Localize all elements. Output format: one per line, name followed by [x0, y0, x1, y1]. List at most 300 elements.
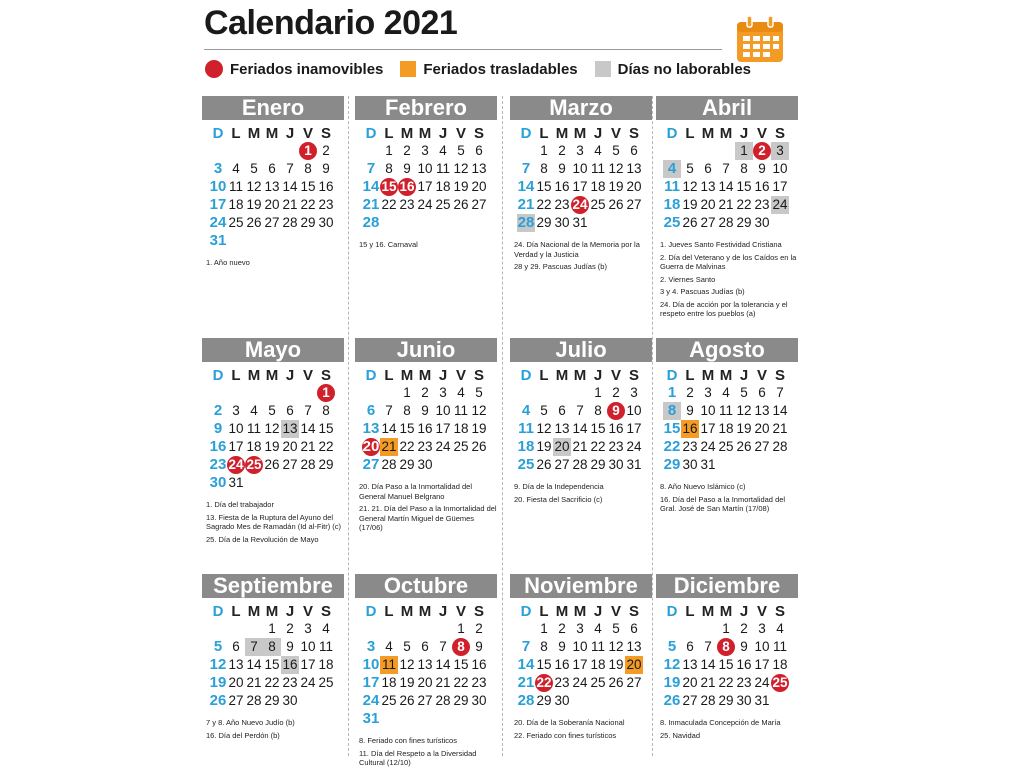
day-cell: 22	[318, 439, 334, 454]
day-cell: 9	[286, 639, 294, 654]
day-cell: 7	[385, 403, 393, 418]
day-cell: 7	[245, 638, 263, 656]
day-cell: 13	[282, 421, 298, 436]
day-cell: 20	[282, 439, 298, 454]
day-cell: 21	[772, 421, 788, 436]
day-cell: 29	[318, 457, 334, 472]
empty-cell	[245, 142, 263, 160]
weekday-header: L	[539, 125, 549, 142]
day-cell: 12	[736, 403, 752, 418]
day-cell: 10	[772, 161, 788, 176]
day-cell: 16	[554, 657, 570, 672]
day-cell: 3	[304, 621, 312, 636]
day-cell: 22	[453, 675, 469, 690]
day-cell: 26	[399, 693, 415, 708]
weekday-header: S	[320, 367, 331, 384]
day-cell: 11	[318, 639, 333, 654]
weekday-header: S	[473, 603, 484, 620]
day-cell: 27	[471, 197, 487, 212]
weekday-header: J	[285, 603, 295, 620]
holiday-note: 24. Día Nacional de la Memoria por la Verdad y la Justicia	[514, 240, 640, 259]
day-cell: 8	[322, 403, 330, 418]
weekday-header: V	[302, 125, 313, 142]
day-cell: 14	[246, 657, 262, 672]
legend-label: Feriados trasladables	[423, 60, 578, 78]
holiday-note: 25. Día de la Revolución de Mayo	[206, 534, 319, 544]
weekday-header: D	[520, 125, 532, 142]
day-cell: 9	[558, 639, 566, 654]
empty-cell	[663, 142, 681, 160]
day-cell: 3	[439, 385, 447, 400]
weekday-header: M	[400, 367, 414, 384]
month-diciembre	[656, 574, 798, 743]
day-cell: 9	[558, 161, 566, 176]
day-cell: 29	[536, 215, 552, 230]
day-cell: 30	[471, 693, 487, 708]
month-grid	[517, 367, 652, 474]
weekday-header: M	[573, 367, 587, 384]
day-cell: 13	[362, 420, 380, 437]
month-header: Octubre	[355, 574, 497, 598]
empty-cell	[227, 142, 245, 160]
month-header: Julio	[510, 338, 652, 362]
day-cell: 1	[299, 142, 317, 160]
day-cell: 5	[612, 143, 620, 158]
empty-cell	[380, 384, 398, 402]
day-cell: 23	[399, 197, 415, 212]
empty-cell	[535, 384, 553, 402]
day-cell: 10	[572, 639, 588, 654]
day-cell: 13	[554, 421, 570, 436]
day-cell: 10	[209, 178, 227, 195]
day-cell: 2	[753, 142, 771, 160]
day-cell: 11	[435, 161, 450, 176]
day-cell: 18	[772, 657, 788, 672]
month-junio	[355, 338, 497, 536]
month-marzo	[510, 96, 652, 275]
day-cell: 25	[772, 675, 788, 690]
day-cell: 26	[453, 197, 469, 212]
day-cell: 16	[754, 179, 770, 194]
legend-item-trasladables	[400, 61, 577, 78]
day-cell: 15	[399, 421, 415, 436]
empty-cell	[281, 384, 299, 402]
column-divider	[502, 96, 503, 756]
day-cell: 2	[421, 385, 429, 400]
day-cell: 27	[626, 675, 642, 690]
day-cell: 18	[663, 196, 681, 213]
weekday-header: D	[666, 603, 678, 620]
month-grid	[209, 367, 344, 492]
day-cell: 1	[667, 384, 677, 401]
day-cell: 25	[435, 197, 451, 212]
weekday-header: J	[438, 367, 448, 384]
day-cell: 5	[403, 639, 411, 654]
day-cell: 31	[700, 457, 716, 472]
weekday-header: J	[593, 125, 603, 142]
day-cell: 29	[590, 457, 606, 472]
day-cell: 4	[776, 621, 784, 636]
day-cell: 4	[322, 621, 330, 636]
weekday-header: V	[756, 603, 767, 620]
day-cell: 16	[608, 421, 624, 436]
day-cell: 7	[304, 403, 312, 418]
empty-cell	[681, 142, 699, 160]
weekday-header: M	[265, 125, 279, 142]
day-cell: 14	[700, 657, 716, 672]
day-cell: 29	[736, 215, 752, 230]
day-cell: 30	[417, 457, 433, 472]
day-cell: 9	[475, 639, 483, 654]
day-cell: 25	[453, 439, 469, 454]
day-cell: 22	[381, 197, 397, 212]
day-cell: 16	[318, 179, 334, 194]
day-cell: 12	[264, 421, 280, 436]
day-cell: 8	[452, 638, 470, 656]
day-cell: 2	[475, 621, 483, 636]
weekday-header: S	[473, 367, 484, 384]
weekday-header: S	[774, 125, 785, 142]
day-cell: 12	[608, 639, 624, 654]
holiday-note: 8. Feriado con fines turísticos	[359, 736, 457, 745]
empty-cell	[362, 620, 380, 638]
day-cell: 31	[626, 457, 642, 472]
day-cell: 4	[521, 402, 531, 419]
day-cell: 3	[630, 385, 638, 400]
weekday-header: V	[455, 603, 466, 620]
holiday-note: 20. Día de la Soberanía Nacional	[514, 718, 625, 727]
day-cell: 11	[246, 421, 261, 436]
title-divider	[204, 49, 722, 50]
day-cell: 19	[536, 439, 552, 454]
day-cell: 3	[704, 385, 712, 400]
weekday-header: M	[555, 603, 569, 620]
empty-cell	[553, 384, 571, 402]
weekday-header: V	[302, 367, 313, 384]
weekday-header: D	[520, 367, 532, 384]
month-notes	[206, 258, 344, 268]
month-notes	[660, 718, 798, 740]
day-cell: 22	[264, 675, 280, 690]
month-notes	[359, 482, 497, 533]
day-cell: 6	[630, 621, 638, 636]
day-cell: 25	[246, 457, 262, 472]
month-notes	[359, 240, 497, 250]
empty-cell	[517, 620, 535, 638]
day-cell: 27	[700, 215, 716, 230]
day-cell: 27	[282, 457, 298, 472]
day-cell: 12	[682, 179, 698, 194]
weekday-header: V	[610, 603, 621, 620]
day-cell: 6	[286, 403, 294, 418]
day-cell: 4	[594, 143, 602, 158]
day-cell: 28	[700, 693, 716, 708]
day-cell: 11	[381, 657, 396, 672]
month-grid	[362, 125, 497, 232]
day-cell: 31	[209, 232, 227, 249]
day-cell: 15	[536, 657, 552, 672]
weekday-header: V	[610, 367, 621, 384]
weekday-header: L	[231, 603, 241, 620]
day-cell: 29	[536, 693, 552, 708]
weekday-header: S	[628, 367, 639, 384]
month-abril	[656, 96, 798, 322]
day-cell: 24	[209, 214, 227, 231]
day-cell: 9	[421, 403, 429, 418]
day-cell: 28	[300, 457, 316, 472]
day-cell: 19	[471, 421, 487, 436]
day-cell: 3	[366, 638, 376, 655]
empty-cell	[227, 384, 245, 402]
day-cell: 2	[558, 143, 566, 158]
empty-cell	[209, 620, 227, 638]
column-divider	[652, 96, 653, 756]
weekday-header: D	[666, 367, 678, 384]
day-cell: 1	[735, 142, 753, 160]
weekday-header: D	[365, 125, 377, 142]
day-cell: 4	[594, 621, 602, 636]
day-cell: 28	[572, 457, 588, 472]
day-cell: 5	[457, 143, 465, 158]
day-cell: 7	[722, 161, 730, 176]
weekday-header: M	[418, 603, 432, 620]
holiday-note: 11. Día del Respeto a la Diversidad Cultural (12/10)	[359, 748, 477, 767]
day-cell: 1	[268, 621, 276, 636]
day-cell: 23	[554, 197, 570, 212]
day-cell: 12	[399, 657, 415, 672]
day-cell: 5	[540, 403, 548, 418]
day-cell: 27	[754, 439, 770, 454]
weekday-header: M	[418, 125, 432, 142]
day-cell: 5	[686, 161, 694, 176]
weekday-header: M	[247, 125, 261, 142]
day-cell: 21	[362, 196, 380, 213]
day-cell: 8	[540, 161, 548, 176]
day-cell: 6	[232, 639, 240, 654]
day-cell: 11	[590, 161, 605, 176]
day-cell: 13	[264, 179, 280, 194]
holiday-note: 22. Feriado con fines turísticos	[514, 730, 617, 740]
day-cell: 30	[554, 693, 570, 708]
day-cell: 28	[517, 214, 535, 231]
day-cell: 18	[453, 421, 469, 436]
day-cell: 14	[517, 178, 535, 195]
holiday-note: 1. Jueves Santo Festividad Cristiana	[660, 240, 782, 249]
day-cell: 24	[772, 197, 788, 212]
weekday-header: M	[265, 367, 279, 384]
day-cell: 4	[663, 160, 681, 178]
day-cell: 18	[381, 675, 397, 690]
day-cell: 30	[209, 474, 227, 491]
day-cell: 28	[772, 439, 788, 454]
day-cell: 25	[590, 675, 606, 690]
empty-cell	[245, 620, 263, 638]
day-cell: 12	[209, 656, 227, 673]
day-cell: 15	[318, 421, 334, 436]
day-cell: 30	[318, 215, 334, 230]
day-cell: 14	[362, 178, 380, 195]
day-cell: 30	[608, 457, 624, 472]
day-cell: 4	[439, 143, 447, 158]
weekday-header: L	[685, 125, 695, 142]
holiday-note: 1. Día del trabajador	[206, 500, 274, 509]
weekday-header: V	[756, 125, 767, 142]
day-cell: 10	[626, 403, 642, 418]
holiday-note: 20. Día Paso a la Inmortalidad del General Manuel Belgrano	[359, 482, 472, 501]
day-cell: 17	[772, 179, 788, 194]
month-enero	[202, 96, 344, 271]
day-cell: 14	[435, 657, 451, 672]
weekday-header: J	[739, 367, 749, 384]
month-grid	[362, 603, 497, 728]
day-cell: 9	[607, 402, 625, 420]
legend-label: Feriados inamovibles	[230, 60, 384, 78]
day-cell: 6	[704, 161, 712, 176]
day-cell: 28	[246, 693, 262, 708]
day-cell: 7	[521, 160, 531, 177]
day-cell: 8	[403, 403, 411, 418]
weekday-header: L	[231, 125, 241, 142]
day-cell: 18	[517, 438, 535, 455]
day-cell: 22	[590, 439, 606, 454]
day-cell: 17	[626, 421, 642, 436]
day-cell: 16	[471, 657, 487, 672]
day-cell: 27	[554, 457, 570, 472]
day-cell: 17	[754, 657, 770, 672]
day-cell: 31	[228, 475, 244, 490]
day-cell: 28	[435, 693, 451, 708]
month-header: Septiembre	[202, 574, 344, 598]
day-cell: 25	[718, 439, 734, 454]
day-cell: 2	[322, 143, 330, 158]
month-notes	[514, 482, 652, 504]
empty-cell	[209, 384, 227, 402]
day-cell: 10	[435, 403, 451, 418]
day-cell: 15	[264, 657, 280, 672]
month-grid	[362, 367, 497, 474]
day-cell: 6	[686, 639, 694, 654]
day-cell: 20	[228, 675, 244, 690]
day-cell: 23	[608, 439, 624, 454]
day-cell: 19	[209, 674, 227, 691]
day-cell: 10	[754, 639, 770, 654]
day-cell: 5	[612, 621, 620, 636]
weekday-header: M	[701, 603, 715, 620]
day-cell: 26	[736, 439, 752, 454]
day-cell: 30	[736, 693, 752, 708]
day-cell: 27	[362, 456, 380, 473]
empty-cell	[362, 384, 380, 402]
day-cell: 23	[471, 675, 487, 690]
day-cell: 8	[717, 638, 735, 656]
day-cell: 29	[264, 693, 280, 708]
day-cell: 20	[682, 675, 698, 690]
day-cell: 12	[608, 161, 624, 176]
day-cell: 22	[736, 197, 752, 212]
empty-cell	[209, 142, 227, 160]
weekday-header: L	[384, 125, 394, 142]
day-cell: 16	[209, 438, 227, 455]
day-cell: 10	[700, 403, 716, 418]
day-cell: 17	[362, 674, 380, 691]
empty-cell	[571, 384, 589, 402]
day-cell: 15	[300, 179, 316, 194]
day-cell: 18	[590, 657, 606, 672]
day-cell: 7	[286, 161, 294, 176]
day-cell: 2	[558, 621, 566, 636]
day-cell: 24	[626, 439, 642, 454]
month-grid	[663, 125, 798, 232]
weekday-header: J	[593, 367, 603, 384]
day-cell: 30	[554, 215, 570, 230]
month-notes	[206, 718, 344, 740]
month-notes	[206, 500, 344, 544]
holiday-note: 16. Día del Perdón (b)	[206, 730, 280, 740]
empty-cell	[299, 384, 317, 402]
day-cell: 18	[228, 197, 244, 212]
day-cell: 15	[536, 179, 552, 194]
day-cell: 11	[772, 639, 787, 654]
day-cell: 14	[300, 421, 316, 436]
day-cell: 23	[417, 439, 433, 454]
day-cell: 23	[318, 197, 334, 212]
month-grid	[663, 603, 798, 710]
day-cell: 7	[439, 639, 447, 654]
day-cell: 8	[663, 402, 681, 420]
weekday-header: V	[302, 603, 313, 620]
day-cell: 5	[740, 385, 748, 400]
holiday-note: 1. Año nuevo	[206, 258, 250, 267]
legend-item-no-laborables	[595, 61, 751, 78]
weekday-header: S	[320, 603, 331, 620]
day-cell: 3	[421, 143, 429, 158]
day-cell: 14	[517, 656, 535, 673]
empty-cell	[227, 620, 245, 638]
day-cell: 17	[572, 179, 588, 194]
day-cell: 17	[700, 421, 716, 436]
weekday-header: V	[756, 367, 767, 384]
legend-item-inamovibles	[205, 60, 383, 78]
weekday-header: M	[719, 603, 733, 620]
day-cell: 9	[403, 161, 411, 176]
day-cell: 2	[686, 385, 694, 400]
day-cell: 29	[453, 693, 469, 708]
month-grid	[209, 603, 344, 710]
day-cell: 8	[304, 161, 312, 176]
day-cell: 19	[246, 197, 262, 212]
day-cell: 24	[754, 675, 770, 690]
day-cell: 11	[718, 403, 733, 418]
day-cell: 10	[362, 656, 380, 673]
day-cell: 28	[282, 215, 298, 230]
day-cell: 24	[700, 439, 716, 454]
weekday-header: L	[384, 603, 394, 620]
day-cell: 21	[517, 196, 535, 213]
day-cell: 7	[776, 385, 784, 400]
day-cell: 17	[572, 657, 588, 672]
day-cell: 16	[682, 421, 698, 436]
weekday-header: J	[285, 125, 295, 142]
day-cell: 2	[286, 621, 294, 636]
month-grid	[517, 125, 652, 232]
weekday-header: J	[593, 603, 603, 620]
weekday-header: M	[555, 125, 569, 142]
day-cell: 26	[471, 439, 487, 454]
day-cell: 29	[399, 457, 415, 472]
day-cell: 22	[536, 675, 552, 690]
month-octubre	[355, 574, 497, 768]
month-mayo	[202, 338, 344, 547]
